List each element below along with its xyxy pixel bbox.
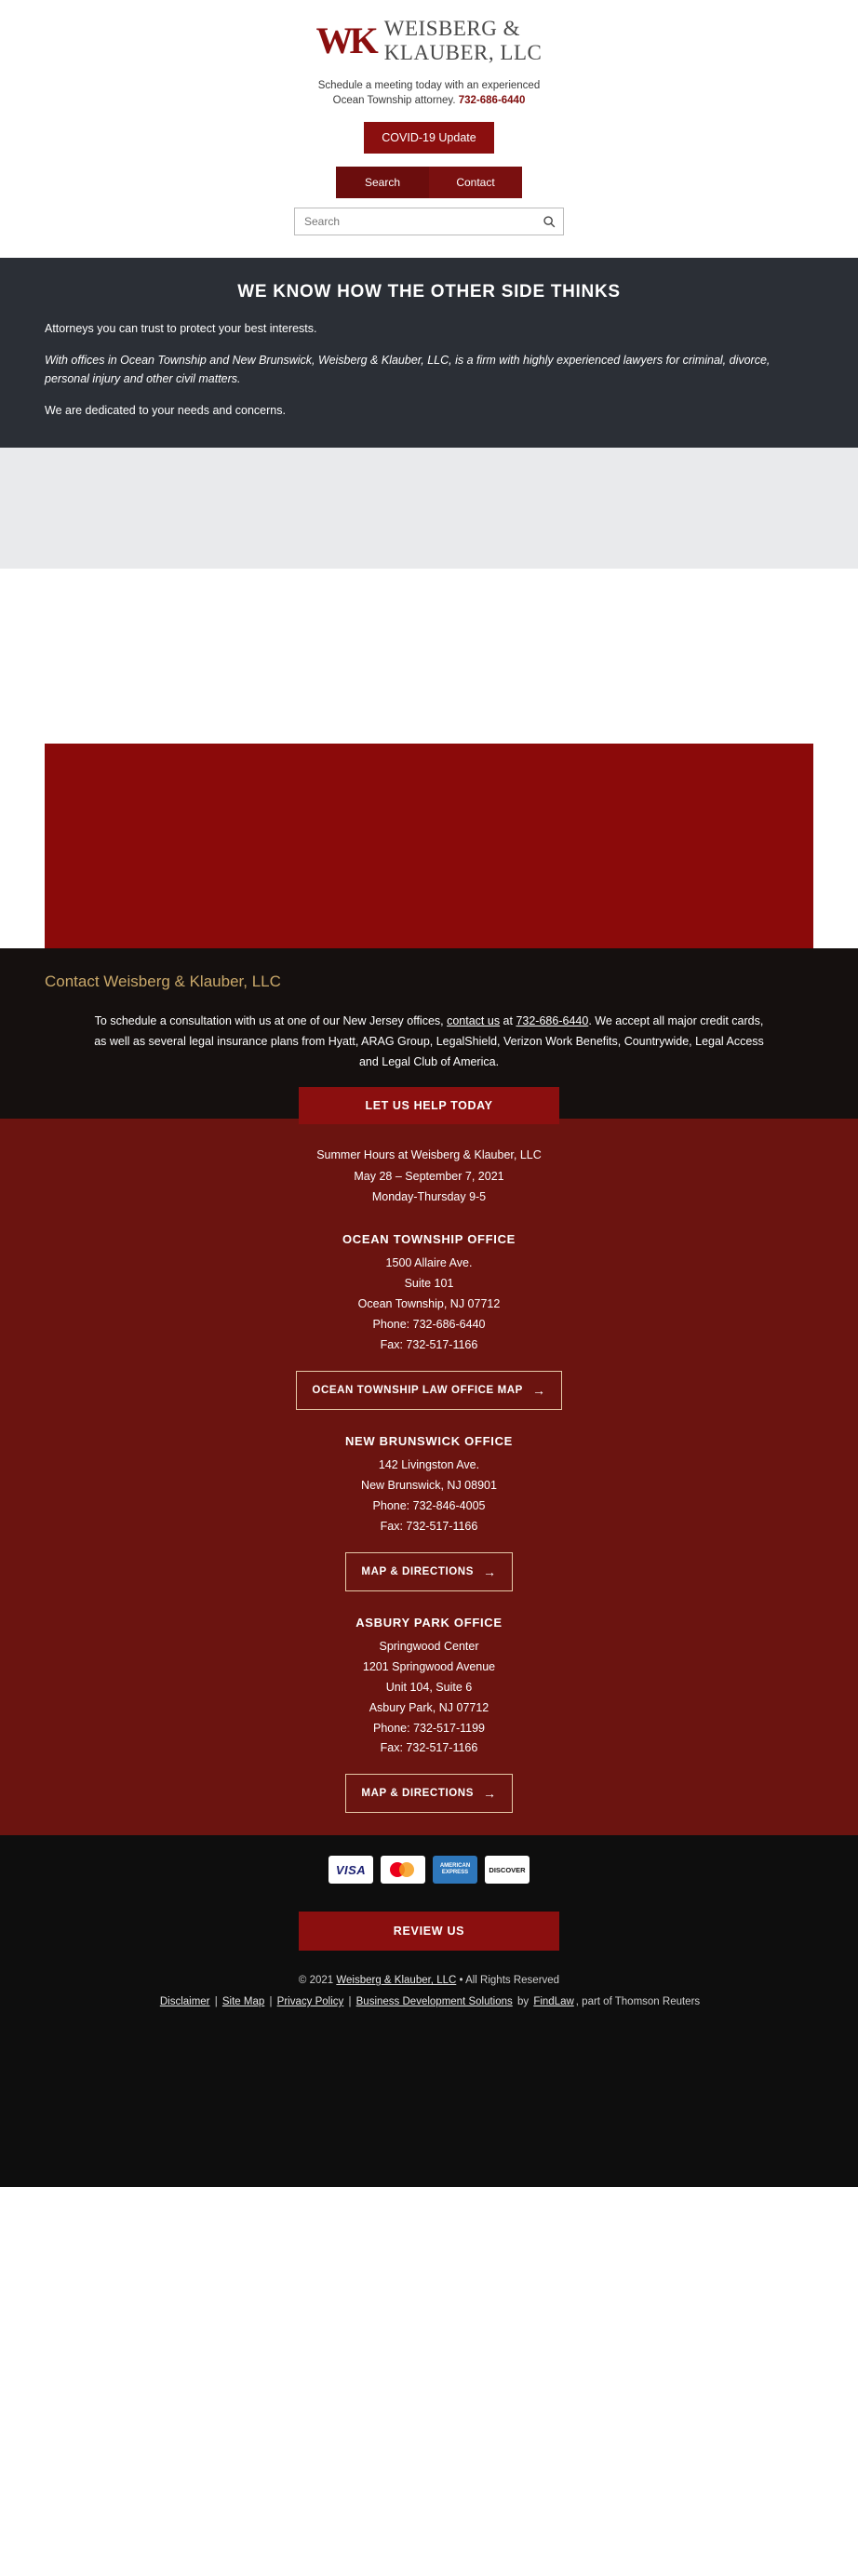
contact-section [0, 948, 858, 1101]
logo-line-2: KLAUBER, LLC [383, 40, 543, 64]
site-map-link[interactable]: Site Map [221, 1995, 265, 2007]
arrow-right-icon: → [531, 1382, 546, 1398]
office-address-line: Asbury Park, NJ 07712 [369, 1700, 489, 1714]
office-title: OCEAN TOWNSHIP OFFICE [342, 1231, 516, 1246]
logo-line-1: WEISBERG & [383, 17, 520, 40]
content-placeholder-white [0, 569, 858, 744]
nav-item-contact[interactable]: Contact [456, 175, 495, 189]
map-button-label: MAP & DIRECTIONS [361, 1565, 474, 1577]
office-address-line: 1201 Springwood Avenue [362, 1659, 496, 1673]
let-us-help-today-button[interactable]: LET US HELP TODAY [299, 1087, 559, 1124]
map-button-label: OCEAN TOWNSHIP LAW OFFICE MAP [312, 1384, 523, 1396]
contact-body [45, 1012, 813, 1073]
copyright [37, 1971, 821, 2011]
footer-bottom [0, 1835, 858, 2028]
contact-body-part-1: To schedule a consultation with us at one of our New Jersey offices, [94, 1013, 448, 1027]
search-icon[interactable] [535, 208, 563, 235]
office-address-line: Ocean Township, NJ 07712 [357, 1297, 501, 1311]
office-phone-line: Phone: 732-517-1199 [372, 1721, 485, 1735]
hero-band [0, 258, 858, 448]
header-tagline [0, 78, 858, 109]
legal-links: Disclaimer | Site Map | Privacy Policy | Business Development Solutions by FindLaw , part of Thomson Reuters [159, 1995, 701, 2007]
promo-panel-red [45, 744, 813, 948]
contact-body-part-3: . We accept all major credit cards, as well as several legal insurance plans from Hyatt, ARAG Group, LegalShield, Verizon Work Benefits, Countrywide, Legal Access and Legal Club of America. [94, 1013, 764, 1068]
office-fax-line: Fax: 732-517-1166 [380, 1337, 478, 1351]
hero-paragraph-2: With offices in Ocean Township and New Brunswick, Weisberg & Klauber, LLC, is a firm with highly experienced lawyers for criminal, divorce, personal injury and other civil matters. [45, 353, 771, 385]
office-phone-line: Phone: 732-686-6440 [372, 1317, 486, 1331]
contact-body-part-2: at [500, 1013, 516, 1027]
nav-item-search[interactable]: Search [336, 167, 429, 198]
office-block-asbury-park [37, 1612, 821, 1814]
review-us-button[interactable]: REVIEW US [299, 1912, 559, 1951]
office-block-ocean-township [37, 1228, 821, 1410]
hero-paragraph-1: Attorneys you can trust to protect your best interests. [45, 321, 317, 335]
covid-update-button[interactable]: COVID-19 Update [364, 122, 494, 154]
copyright-suffix: • All Rights Reserved [456, 1975, 560, 1987]
office-fax-line: Fax: 732-517-1166 [380, 1741, 478, 1755]
visa-card-icon: VISA [328, 1856, 373, 1884]
tagline-line-1: Schedule a meeting today with an experienced [317, 79, 541, 91]
new-brunswick-map-button[interactable] [345, 1552, 512, 1591]
footer-spacer [0, 2029, 858, 2187]
business-development-solutions-link[interactable]: Business Development Solutions [355, 1995, 513, 2007]
footer-offices [0, 1119, 858, 1835]
site-logo[interactable] [316, 17, 543, 65]
arrow-right-icon: → [482, 1563, 497, 1579]
site-header [0, 0, 858, 258]
arrow-right-icon: → [482, 1786, 497, 1802]
accepted-cards [37, 1856, 821, 1884]
office-fax-line: Fax: 732-517-1166 [380, 1519, 478, 1533]
office-title: NEW BRUNSWICK OFFICE [344, 1433, 514, 1448]
office-address-line: 142 Livingston Ave. [378, 1458, 480, 1472]
office-title: ASBURY PARK OFFICE [355, 1615, 503, 1630]
office-address-line: Suite 101 [404, 1277, 454, 1291]
hero-paragraph-3: We are dedicated to your needs and concerns. [45, 403, 286, 417]
hero-heading: WE KNOW HOW THE OTHER SIDE THINKS [237, 281, 621, 302]
footer-hours-line-3: Monday-Thursday 9-5 [371, 1190, 487, 1204]
mastercard-card-icon [381, 1856, 425, 1884]
legal-tail-rest: , part of Thomson Reuters [575, 1995, 701, 2007]
asbury-park-map-button[interactable] [345, 1774, 512, 1813]
findlaw-link[interactable]: FindLaw [533, 1995, 574, 2007]
privacy-policy-link[interactable]: Privacy Policy [276, 1995, 344, 2007]
footer-hours-line-2: May 28 – September 7, 2021 [354, 1169, 504, 1183]
help-button-wrap [0, 1100, 858, 1119]
discover-card-icon: DISCOVER [485, 1856, 530, 1884]
office-block-new-brunswick [37, 1430, 821, 1591]
map-button-label: MAP & DIRECTIONS [361, 1788, 474, 1800]
search-input[interactable] [295, 215, 535, 228]
header-phone-link[interactable]: 732-686-6440 [458, 95, 526, 107]
disclaimer-link[interactable]: Disclaimer [159, 1995, 210, 2007]
contact-us-link[interactable]: contact us [447, 1013, 501, 1027]
office-address-line: 1500 Allaire Ave. [385, 1256, 473, 1270]
office-address-line: Springwood Center [379, 1640, 479, 1654]
contact-heading: Contact Weisberg & Klauber, LLC [45, 972, 281, 990]
copyright-prefix: © 2021 [298, 1975, 337, 1987]
tagline-line-2: Ocean Township attorney. [332, 95, 456, 107]
logo-wordmark [384, 17, 543, 65]
office-address-line: Unit 104, Suite 6 [385, 1680, 473, 1694]
ocean-township-map-button[interactable] [296, 1371, 561, 1410]
logo-monogram: WK [315, 19, 375, 61]
primary-nav [336, 167, 522, 198]
search-bar[interactable] [294, 208, 564, 235]
copyright-firm-link[interactable]: Weisberg & Klauber, LLC [336, 1975, 457, 1987]
footer-hours-line-1: Summer Hours at Weisberg & Klauber, LLC [316, 1148, 542, 1162]
american-express-card-icon: AMERICAN EXPRESS [433, 1856, 477, 1884]
legal-tail-by: by [514, 1995, 532, 2007]
content-placeholder-grey [0, 448, 858, 569]
office-phone-line: Phone: 732-846-4005 [372, 1498, 486, 1512]
contact-phone-link[interactable]: 732-686-6440 [516, 1013, 589, 1027]
office-address-line: New Brunswick, NJ 08901 [361, 1479, 497, 1492]
